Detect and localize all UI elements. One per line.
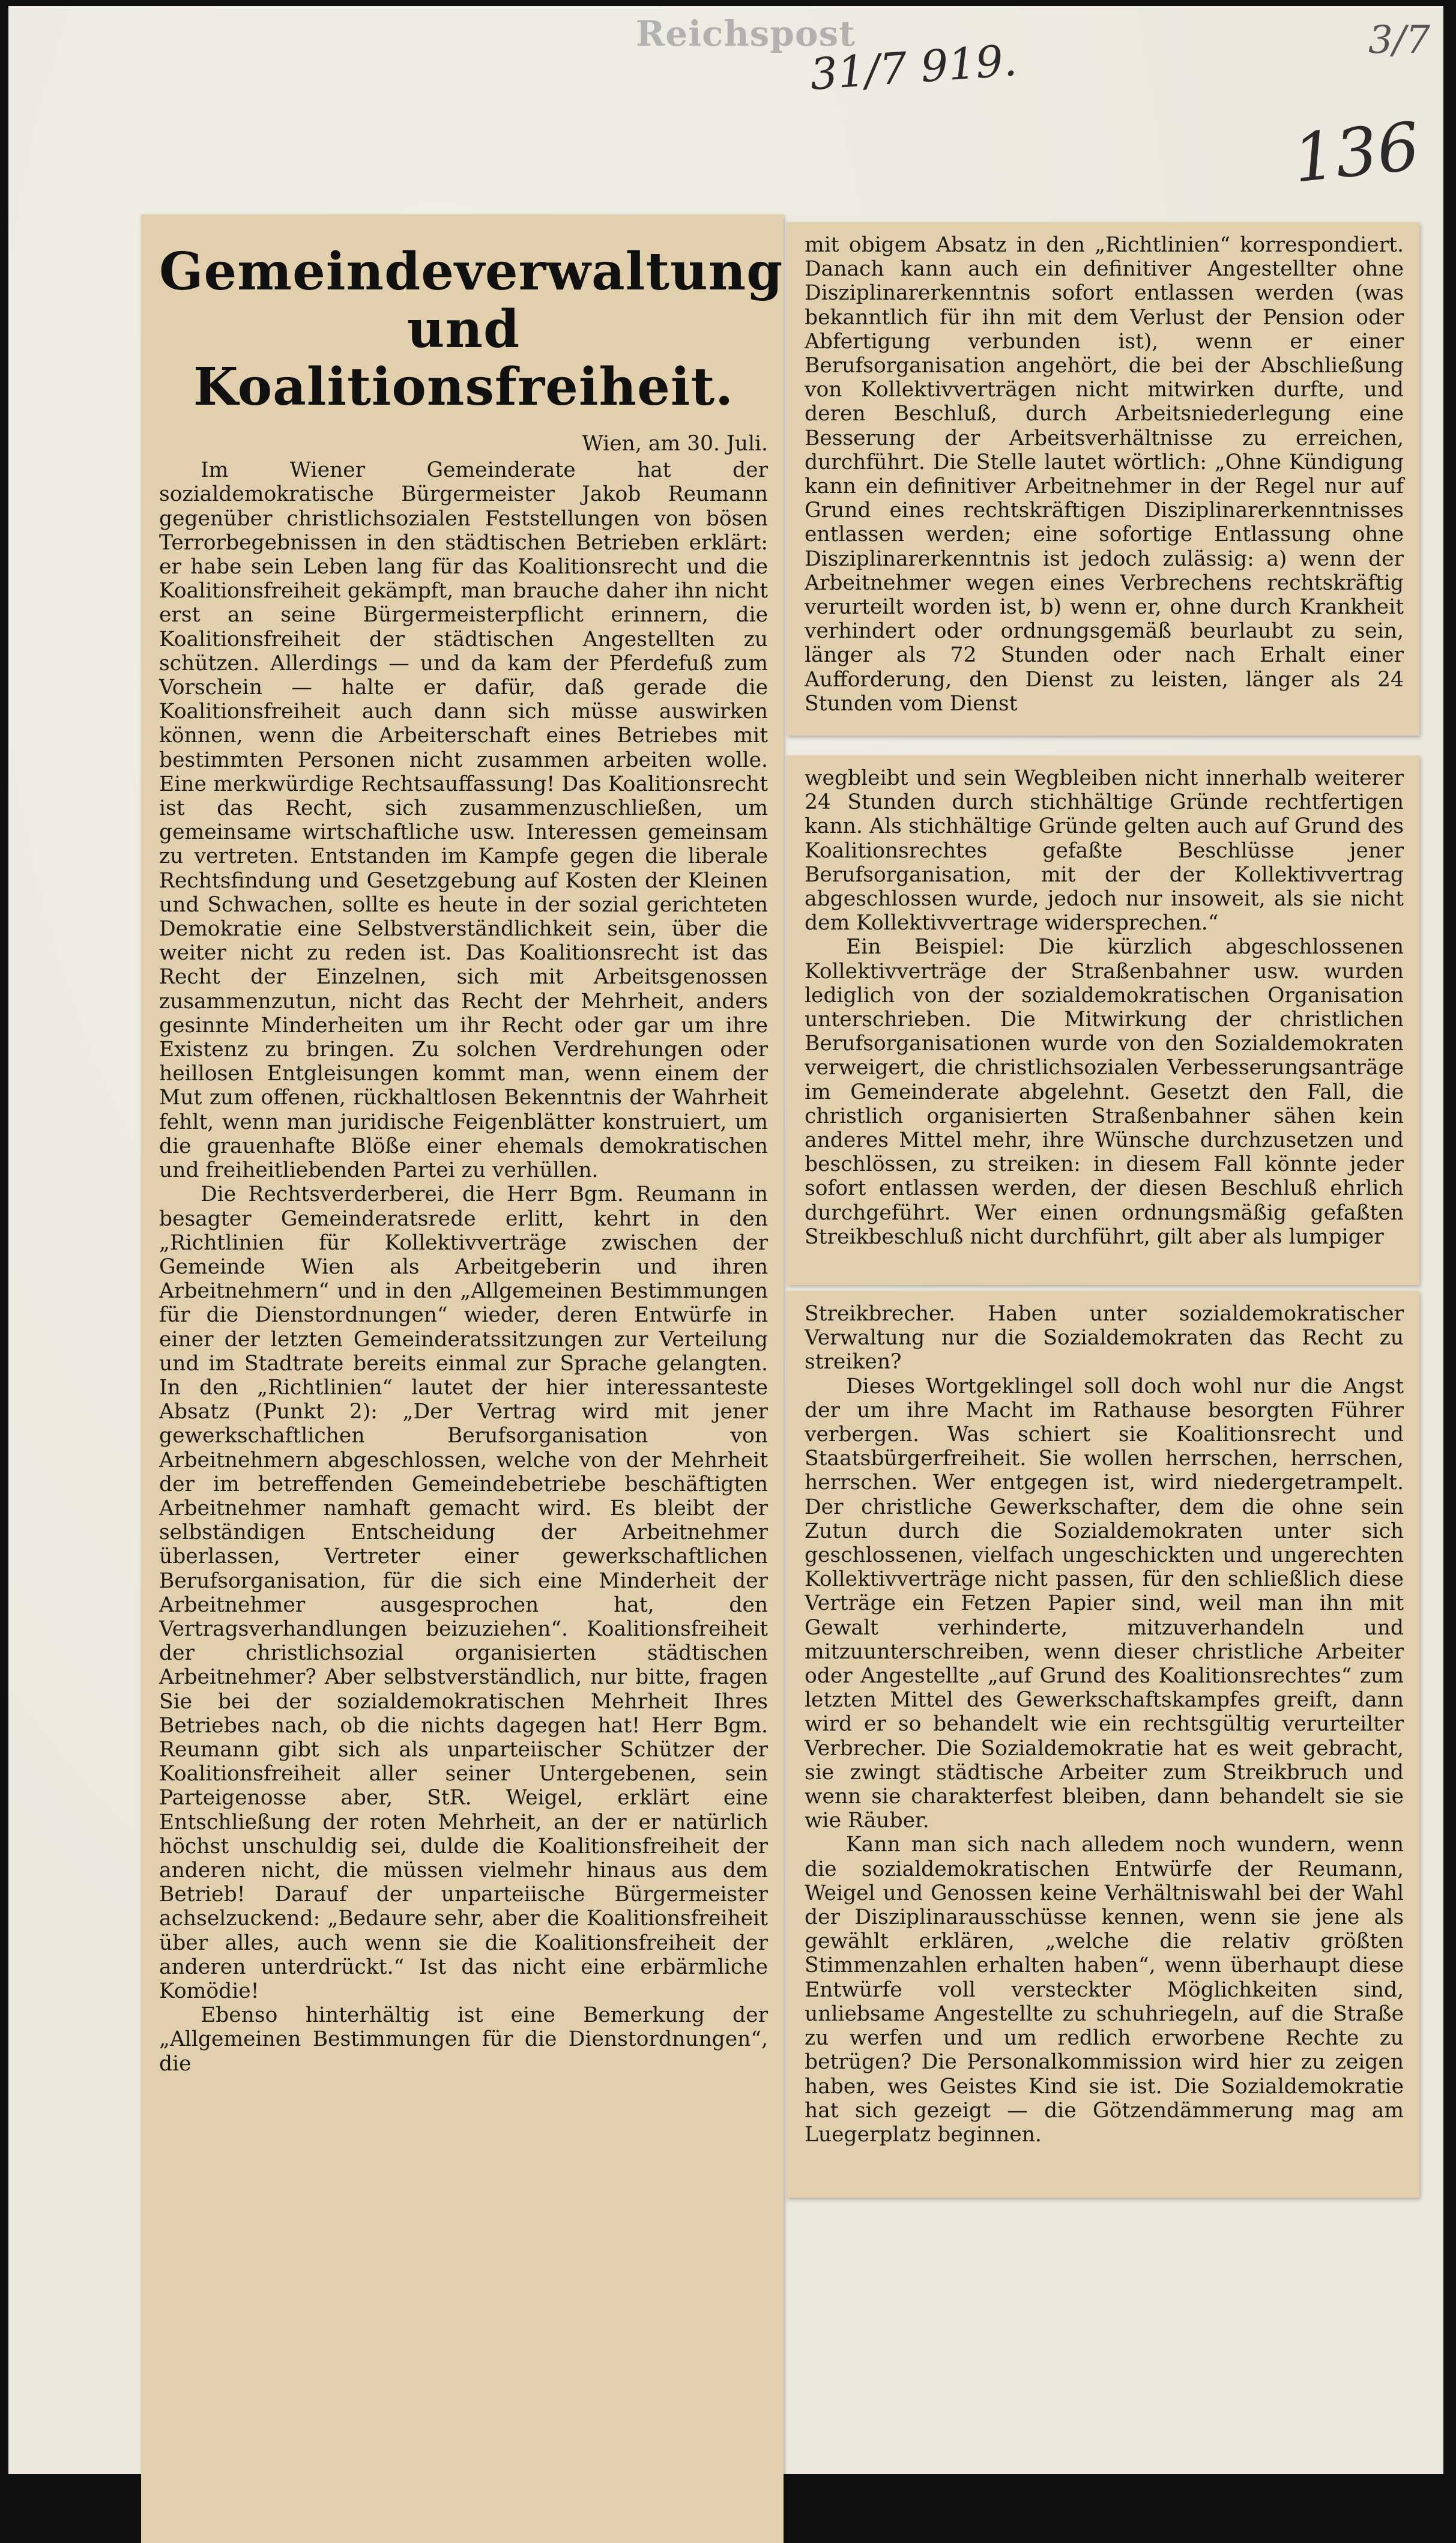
- article-column-left: [141, 214, 784, 2543]
- article-dateline: Wien, am 30. Juli.: [582, 432, 768, 456]
- paragraph: Die Rechtsverderberei, die Herr Bgm. Reumann in besagter Gemeinderatsrede erlitt, kehrt in den „Richtlinien für Kollektivverträge zwischen der Gemeinde Wien als Arbeitgeberin und ihren Arbeitnehmern“ und in den „Allgemeinen Bestimmungen für die Dienstordnungen“ wieder, deren Entwürfe in einer der letzten Gemeinderatssitzungen zur Verteilung und im Stadtrate bereits einmal zur Sprache gelangten. In den „Richtlinien“ lautet der hier interessanteste Absatz (Punkt 2): „Der Vertrag wird mit jener gewerkschaftlichen Berufsorganisation von Arbeitnehmern abgeschlossen, welche von der Mehrheit der im betreffenden Gemeindebetriebe beschäftigten Arbeitnehmer namhaft gemacht wird. Es bleibt der selbständigen Entscheidung der Arbeitnehmer überlassen, Vertreter einer gewerkschaftlichen Berufsorganisation, für die sich eine Minderheit der Arbeitnehmer ausgesprochen hat, den Vertragsverhandlungen beizuziehen“. Koalitionsfreiheit der christlichsozial organisierten städtischen Arbeitnehmer? Aber selbstverständlich, nur bitte, fragen Sie bei der sozialdemokratischen Mehrheit Ihres Betriebes nach, ob die nichts dagegen hat! Herr Bgm. Reumann gibt sich als unparteiischer Schützer der Koalitionsfreiheit aller seiner Untergebenen, sein Parteigenosse aber, StR. Weigel, erklärt eine Entschließung der roten Mehrheit, an der er natürlich höchst unschuldig sei, dulde die Koalitionsfreiheit der anderen nicht, die müssen vielmehr hinaus aus dem Betrieb! Darauf der unparteiische Bürgermeister achselzuckend: „Bedaure sehr, aber die Koalitionsfreiheit über alles, auch wenn sie die Koalitionsfreiheit der anderen unterdrückt.“ Ist das nicht eine erbärmliche Komödie!: [159, 1182, 768, 2003]
- article-column-right-middle: [787, 755, 1419, 1285]
- paragraph: Kann man sich nach alledem noch wundern, wenn die sozialdemokratischen Entwürfe der Reumann, Weigel und Genossen keine Verhältniswahl bei der Wahl der Disziplinarausschüsse kennen, wenn sie jene als gewählt erklären, „welche die relativ größten Stimmenzahlen erhalten haben“, wenn überhaupt diese Entwürfe voll versteckter Möglichkeiten sind, unliebsame Angestellte zu schuhriegeln, auf die Straße zu werfen und um redlich erworbene Rechte zu betrügen? Die Personalkommission wird hier zu zeigen haben, wes Geistes Kind sie ist. Die Sozialdemokratie hat sich gezeigt — die Götzendämmerung mag am Luegerplatz beginnen.: [805, 1833, 1404, 2147]
- paragraph: Streikbrecher. Haben unter sozialdemokratischer Verwaltung nur die Sozialdemokraten das Recht zu streiken?: [805, 1302, 1404, 1374]
- paragraph: Ein Beispiel: Die kürzlich abgeschlossenen Kollektivverträge der Straßenbahner usw. wurden lediglich von der sozialdemokratischen Organisation unterschrieben. Die Mitwirkung der christlichen Berufsorganisationen wurde von den Sozialdemokraten verweigert, die christlichsozialen Verbesserungsanträge im Gemeinderate abgelehnt. Gesetzt den Fall, die christlich organisierten Straßenbahner sähen kein anderes Mittel mehr, ihre Wünsche durchzusetzen und beschlössen, zu streiken: in diesem Fall könnte jeder sofort entlassen werden, der diesen Beschluß ehrlich durchgeführt. Wer einen ordnungsmäßig gefaßten Streikbeschluß nicht durchführt, gilt aber als lumpiger: [805, 935, 1404, 1249]
- corner-note: 3/7: [1368, 18, 1430, 62]
- article-title-line-2: Koalitionsfreiheit.: [193, 357, 734, 417]
- article-column-right-bottom: [787, 1291, 1419, 2198]
- paragraph: Im Wiener Gemeinderate hat der sozialdemokratische Bürgermeister Jakob Reumann gegenüber christlichsozialen Feststellungen von bösen Terrorbegebnissen in den städtischen Betrieben erklärt: er habe sein Leben lang für das Koalitionsrecht und die Koalitionsfreiheit gekämpft, man brauche daher ihn nicht erst an seine Bürgermeisterpflicht erinnern, die Koalitionsfreiheit der städtischen Angestellten zu schützen. Allerdings — und da kam der Pferdefuß zum Vorschein — halte er dafür, daß gerade die Koalitionsfreiheit auch dann sich müsse auswirken können, wenn die Arbeiterschaft eines Betriebes mit bestimmten Personen nicht zusammen arbeiten wolle. Eine merkwürdige Rechtsauffassung! Das Koalitionsrecht ist das Recht, sich zusammenzuschließen, um gemeinsame wirtschaftliche usw. Interessen gemeinsam zu vertreten. Entstanden im Kampfe gegen die liberale Rechtsfindung und Gesetzgebung auf Kosten der Kleinen und Schwachen, sollte es heute in der sozial gerichteten Demokratie eine Selbstverständlichkeit sein, über die weiter nicht zu reden ist. Das Koalitionsrecht ist das Recht der Einzelnen, sich mit Arbeitsgenossen zusammenzutun, nicht das Recht der Mehrheit, anders gesinnte Minderheiten um ihr Recht oder gar um ihre Existenz zu bringen. Zu solchen Verdrehungen oder heillosen Entgleisungen kommt man, wenn einem der Mut zum offenen, rückhaltlosen Bekenntnis der Wahrheit fehlt, wenn man juridische Feigenblätter konstruiert, um die grauenhafte Blöße einer ehemals demokratischen und freiheitliebenden Partei zu verhüllen.: [159, 458, 768, 1183]
- article-title-line-1: Gemeindeverwaltung und: [159, 241, 784, 360]
- paragraph: Ebenso hinterhältig ist eine Bemerkung der „Allgemeinen Bestimmungen für die Dienstordnungen“, die: [159, 2003, 768, 2076]
- page-number: 136: [1289, 107, 1424, 198]
- article-column-right-top: [787, 222, 1419, 736]
- paragraph: Dieses Wortgeklingel soll doch wohl nur die Angst der um ihre Macht im Rathause besorgten Führer verbergen. Was schiert sie Koalitionsrecht und Staatsbürgerfreiheit. Sie wollen herrschen, herrschen, herrschen. Wer entgegen ist, wird niedergetrampelt. Der christliche Gewerkschafter, dem die ohne sein Zutun durch die Sozialdemokraten unter sich geschlossenen, vielfach ungeschickten und ungerechten Kollektivverträge nicht passen, für den schließlich diese Verträge ein Fetzen Papier sind, weil man ihn mit Gewalt verhinderte, mitzuverhandeln und mitzuunterschreiben, wenn dieser christliche Arbeiter oder Angestellte „auf Grund des Koalitionsrechtes“ zum letzten Mittel des Gewerkschaftskampfes greift, dann wird er so behandelt wie ein rechtsgültig verurteilter Verbrecher. Die Sozialdemokratie hat es weit gebracht, sie zwingt städtische Arbeiter zum Streikbruch und wenn sie charakterfest bleiben, dann behandelt sie sie wie Räuber.: [805, 1374, 1404, 1833]
- paragraph: mit obigem Absatz in den „Richtlinien“ korrespondiert. Danach kann auch ein definitiver Angestellter ohne Disziplinarerkenntnis sofort entlassen werden (was bekanntlich für ihn mit dem Verlust der Pension oder Abfertigung verbunden ist), wenn er einer Berufsorganisation angehört, die bei der Abschließung von Kollektivverträgen nicht mitwirken durfte, und deren Beschluß, durch Arbeitsniederlegung eine Besserung der Arbeitsverhältnisse zu erreichen, durchführt. Die Stelle lautet wörtlich: „Ohne Kündigung kann ein definitiver Arbeitnehmer in der Regel nur auf Grund eines rechtskräftigen Disziplinarerkenntnisses entlassen werden; eine sofortige Entlassung ohne Disziplinarerkenntnis ist jedoch zulässig: a) wenn der Arbeitnehmer wegen eines Verbrechens rechtskräftig verurteilt worden ist, b) wenn er, ohne durch Krankheit verhindert oder ordnungsgemäß beurlaubt zu sein, länger als 72 Stunden oder nach Erhalt einer Aufforderung, den Dienst zu leisten, länger als 24 Stunden vom Dienst: [805, 233, 1404, 716]
- handwritten-date: 31/7 919.: [808, 35, 1019, 100]
- reichspost-stamp: Reichspost: [636, 13, 856, 54]
- article-title: [159, 241, 784, 417]
- paragraph: wegbleibt und sein Wegbleiben nicht innerhalb weiterer 24 Stunden durch stichhältige Gründe rechtfertigen kann. Als stichhältige Gründe gelten auch auf Grund des Koalitionsrechtes gefaßte Beschlüsse jener Berufsorganisation, mit der der Kollektivvertrag abgeschlossen wurde, jedoch nur insoweit, als sie nicht dem Kollektivvertrage widersprechen.“: [805, 766, 1404, 936]
